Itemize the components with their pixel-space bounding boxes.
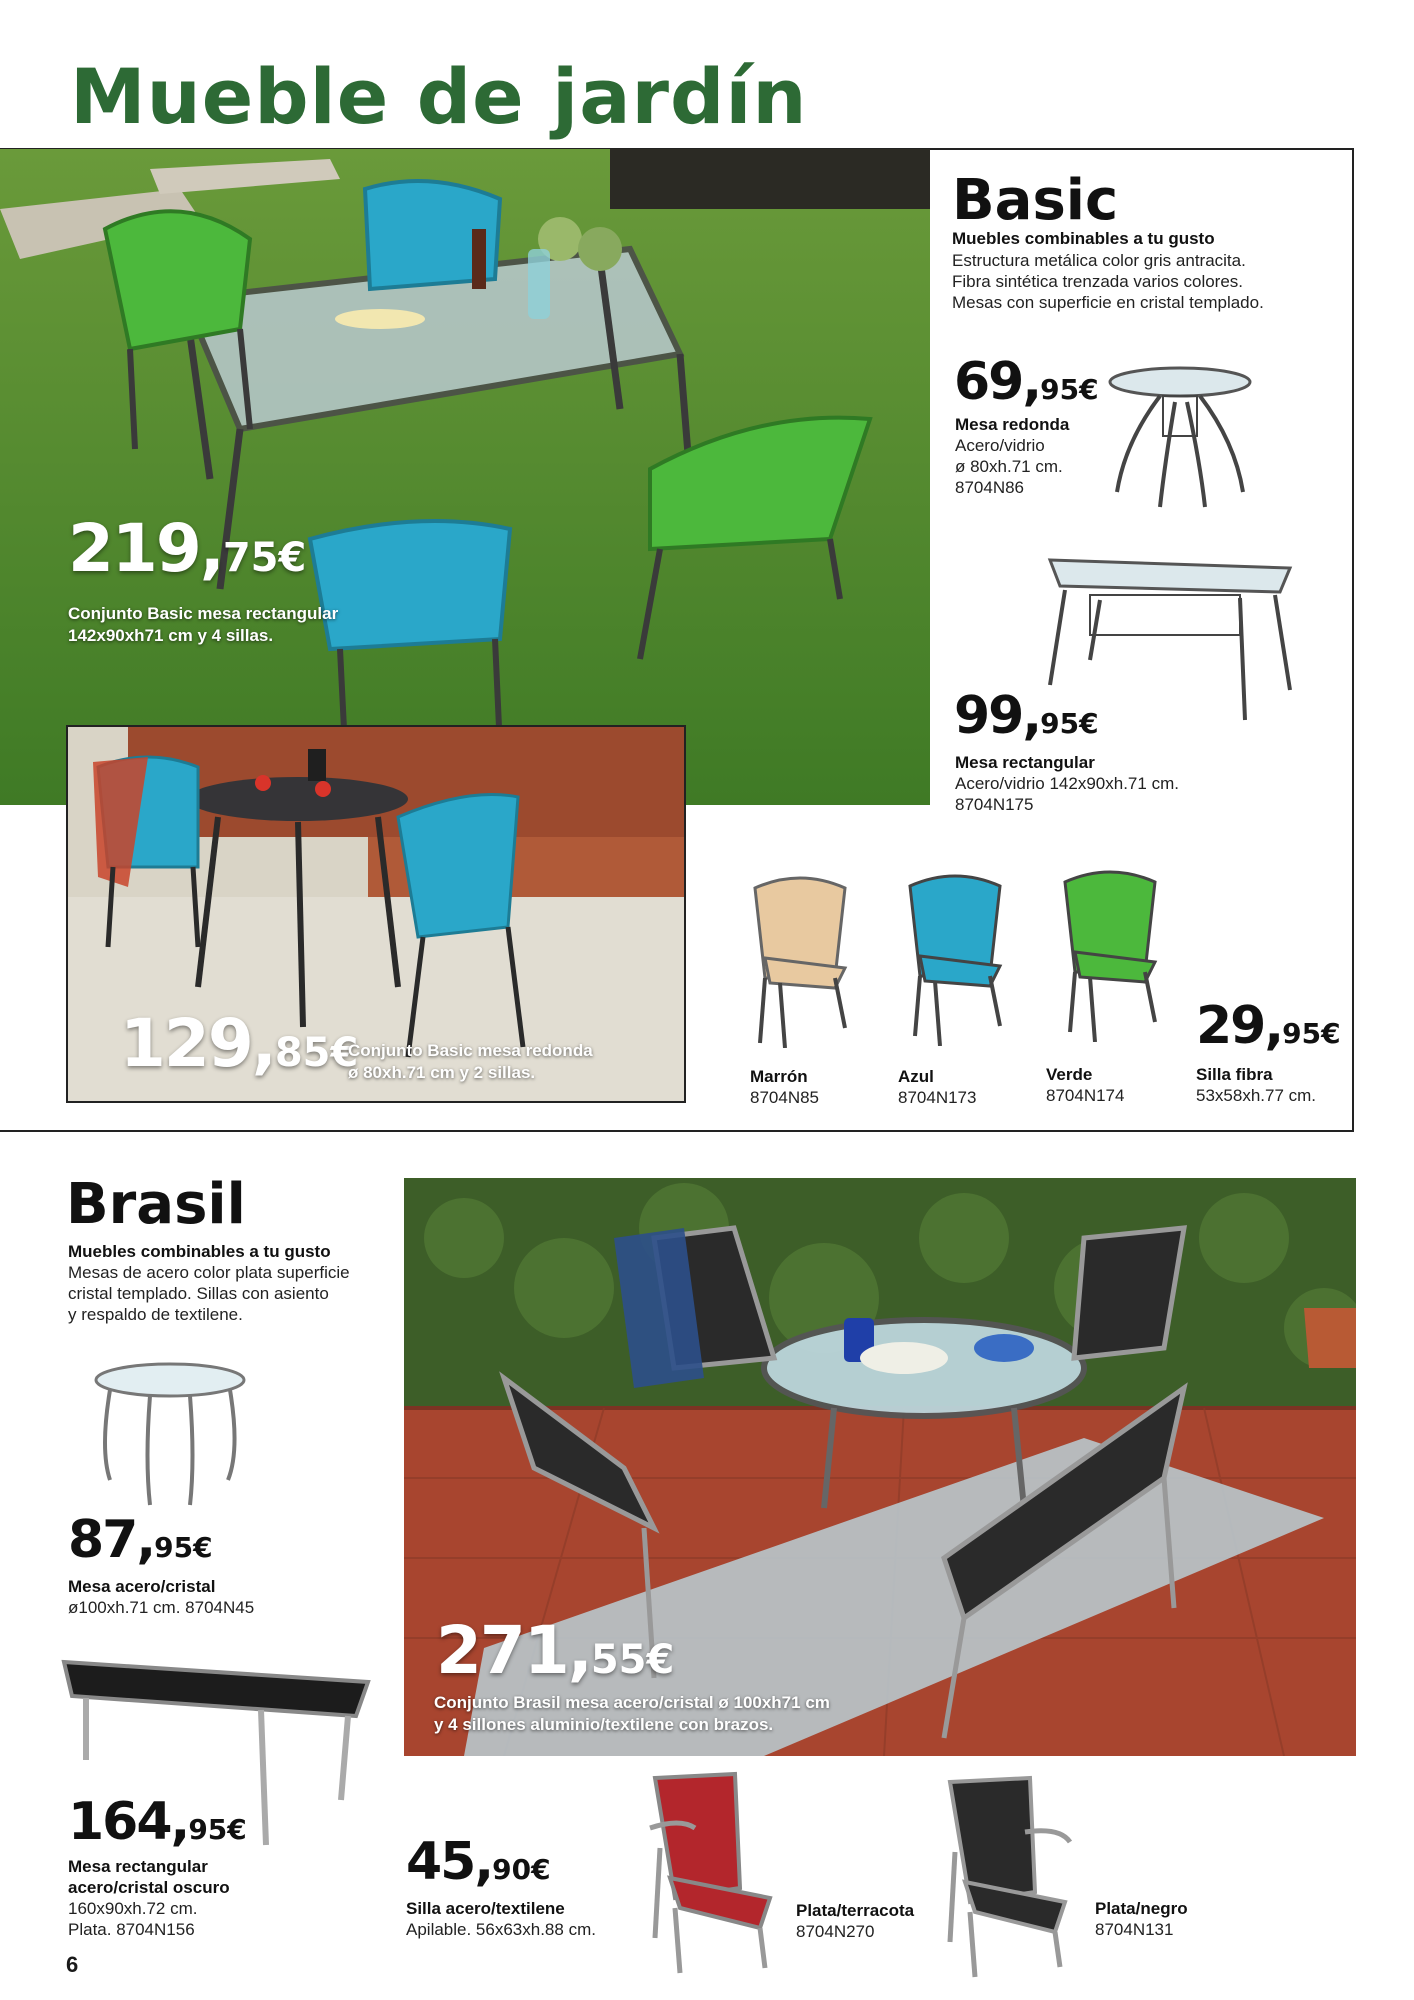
- variant-name: Plata/negro: [1095, 1899, 1188, 1918]
- product-name: Mesa acero/cristal: [68, 1577, 216, 1596]
- product-mesa-rectangular: [955, 752, 1179, 815]
- product-details: 160x90xh.72 cm. Plata. 8704N156: [68, 1899, 198, 1939]
- product-silla-acero-textilene: [406, 1898, 596, 1940]
- product-details: 53x58xh.77 cm.: [1196, 1086, 1317, 1105]
- chair-variant-plata-negro: [1095, 1898, 1188, 1940]
- product-mesa-redonda: [955, 414, 1069, 498]
- variant-ref: 8704N85: [750, 1088, 820, 1107]
- chair-image-azul: [890, 866, 1020, 1046]
- chair-image-plata-terracota: [640, 1768, 790, 1978]
- section-title-brasil: Brasil: [66, 1172, 246, 1237]
- chair-image-verde: [1045, 862, 1175, 1042]
- brasil-subtitle: Muebles combinables a tu gusto: [68, 1242, 331, 1261]
- garden-scene-illustration: [0, 149, 930, 805]
- price-basic-round-set: 129,85€: [120, 1005, 359, 1082]
- caption-basic-rect-set: Conjunto Basic mesa rectangular 142x90xh71 cm y 4 sillas.: [68, 604, 339, 645]
- caption-brasil-set: Conjunto Brasil mesa acero/cristal ø 100xh71 cm y 4 sillones aluminio/textilene con brazos.: [434, 1693, 830, 1734]
- variant-name: Verde: [1046, 1065, 1093, 1084]
- product-name: Silla fibra: [1196, 1065, 1273, 1084]
- chair-image-plata-negro: [935, 1772, 1085, 1982]
- variant-ref: 8704N173: [898, 1088, 977, 1107]
- caption-basic-round-set: Conjunto Basic mesa redonda ø 80xh.71 cm y 2 sillas.: [348, 1041, 593, 1082]
- chair-variant-azul: [898, 1066, 976, 1108]
- product-mesa-acero-cristal: [68, 1576, 254, 1618]
- chair-image-marron: [735, 868, 865, 1048]
- product-mesa-rect-oscuro: [68, 1856, 230, 1940]
- basic-subtitle: Muebles combinables a tu gusto: [952, 229, 1215, 248]
- product-details: Apilable. 56x63xh.88 cm.: [406, 1920, 596, 1939]
- variant-name: Marrón: [750, 1067, 808, 1086]
- price-mesa-redonda: 69,95€: [954, 352, 1099, 412]
- price-mesa-acero-cristal: 87,95€: [68, 1510, 213, 1570]
- product-details: Acero/vidrio ø 80xh.71 cm. 8704N86: [955, 436, 1063, 497]
- chair-variant-marron: [750, 1066, 819, 1108]
- basic-description: Estructura metálica color gris antracita. Fibra sintética trenzada varios colores. Mesas con superficie en cristal templado.: [952, 251, 1264, 312]
- variant-ref: 8704N270: [796, 1922, 875, 1941]
- photo-basic-rect-set: [0, 149, 930, 805]
- variant-ref: 8704N131: [1095, 1920, 1174, 1939]
- price-basic-rect-set: 219,75€: [68, 510, 307, 587]
- price-brasil-set: 271,55€: [436, 1612, 675, 1689]
- chair-variant-verde: [1046, 1064, 1124, 1106]
- product-name: Silla acero/textilene: [406, 1899, 565, 1918]
- page-number: 6: [66, 1952, 79, 1977]
- brasil-description: Mesas de acero color plata superficie cristal templado. Sillas con asiento y respaldo de textilene.: [68, 1263, 350, 1324]
- chair-variant-plata-terracota: [796, 1900, 914, 1942]
- product-silla-fibra: [1196, 1064, 1316, 1106]
- variant-ref: 8704N174: [1046, 1086, 1125, 1105]
- product-details: Acero/vidrio 142x90xh.71 cm. 8704N175: [955, 774, 1179, 814]
- price-silla-acero-textilene: 45,90€: [406, 1832, 551, 1892]
- price-mesa-rect-oscuro: 164,95€: [68, 1792, 247, 1852]
- round-table-image: [1105, 362, 1255, 512]
- page-title: Mueble de jardín: [70, 52, 808, 141]
- product-name: Mesa redonda: [955, 415, 1070, 434]
- product-name: Mesa rectangular: [955, 753, 1095, 772]
- product-details: ø100xh.71 cm. 8704N45: [68, 1598, 255, 1617]
- brasil-round-table-image: [90, 1360, 250, 1510]
- product-name: Mesa rectangular acero/cristal oscuro: [68, 1857, 230, 1897]
- variant-name: Plata/terracota: [796, 1901, 915, 1920]
- variant-name: Azul: [898, 1067, 934, 1086]
- price-mesa-rectangular: 99,95€: [954, 686, 1099, 746]
- section-title-basic: Basic: [952, 168, 1119, 233]
- price-silla-fibra: 29,95€: [1196, 996, 1341, 1056]
